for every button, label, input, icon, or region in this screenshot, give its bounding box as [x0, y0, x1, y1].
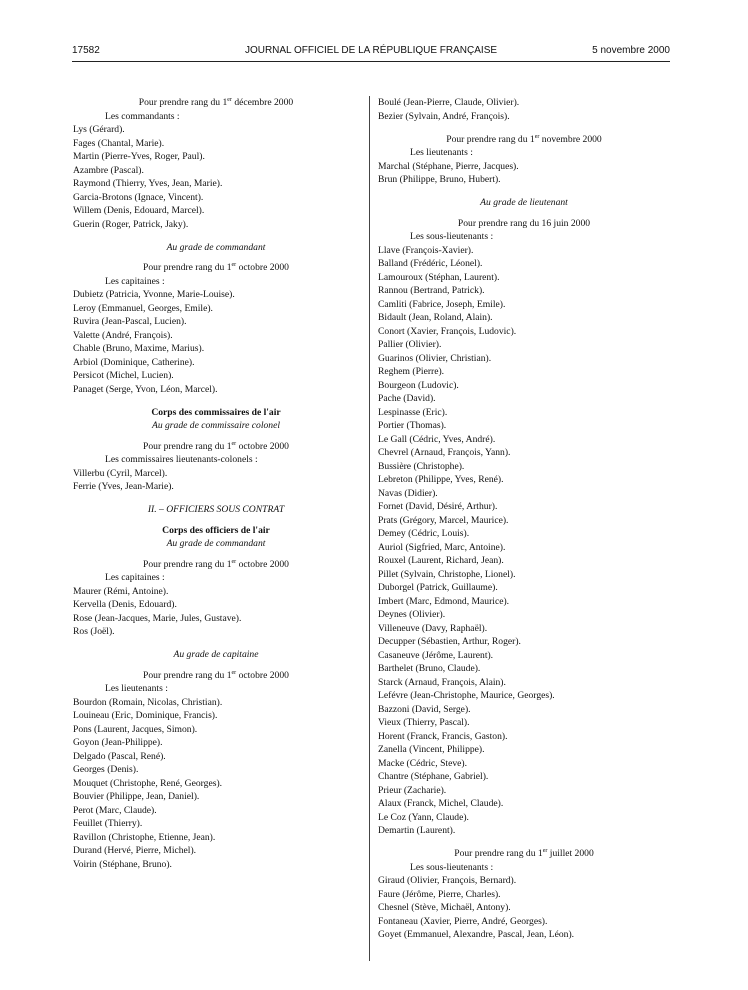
officer-name: Le Gall (Cédric, Yves, André). [378, 433, 496, 445]
header-rule [72, 61, 670, 62]
name-list [73, 696, 359, 872]
officer-name: Lys (Gérard). [73, 124, 125, 135]
officer-name: Mouquet (Christophe, René, Georges). [73, 777, 223, 789]
officer-name: Starck (Arnaud, François, Alain). [378, 676, 506, 688]
officer-name: Rose (Jean-Jacques, Marie, Jules, Gustave). [73, 612, 242, 624]
rank-date-line: Pour prendre rang du 1er décembre 2000 [138, 96, 294, 108]
corps-heading: Corps des commissaires de l'air [151, 406, 281, 418]
officer-name: Fontaneau (Xavier, Pierre, André, Georges). [378, 915, 548, 927]
officer-name: Bazzoni (David, Serge). [378, 703, 471, 715]
corps-heading: Corps des officiers de l'air [162, 524, 270, 536]
officer-name: Pillet (Sylvain, Christophe, Lionel). [378, 568, 516, 580]
rank-date-line: Pour prendre rang du 1er octobre 2000 [143, 440, 289, 452]
officer-name: Valette (André, François). [73, 329, 173, 341]
officer-name: Bouvier (Philippe, Jean, Daniel). [73, 791, 200, 802]
officer-name: Chable (Bruno, Maxime, Marius). [73, 343, 205, 354]
officer-name: Duborgel (Patrick, Guillaume). [378, 582, 498, 593]
officer-name: Georges (Denis). [73, 764, 139, 775]
grade-heading: Au grade de commandant [166, 538, 266, 549]
grade-heading: Au grade de capitaine [173, 649, 259, 660]
officer-name: Zanella (Vincent, Philippe). [378, 744, 485, 755]
officer-name: Goyet (Emmanuel, Alexandre, Pascal, Jean, Léon). [378, 929, 575, 940]
name-list [73, 288, 359, 396]
officer-name: Balland (Frédéric, Léonel). [378, 258, 483, 269]
group-label: Les capitaines : [105, 572, 165, 583]
rank-date-line: Pour prendre rang du 1er octobre 2000 [143, 558, 289, 570]
section-heading: II. – OFFICIERS SOUS CONTRAT [147, 504, 285, 515]
officer-name: Voirin (Stéphane, Bruno). [73, 858, 172, 870]
officer-name: Persicot (Michel, Lucien). [73, 370, 174, 381]
left-column [73, 96, 359, 871]
officer-name: Llave (François-Xavier). [378, 244, 474, 256]
group-label: Les commandants : [105, 110, 180, 122]
issue-date: 5 novembre 2000 [592, 45, 670, 56]
officer-name: Fages (Chantal, Marie). [73, 137, 165, 149]
page-header [72, 45, 670, 61]
grade-heading: Au grade de commissaire colonel [151, 420, 281, 431]
officer-name: Maurer (Rémi, Antoine). [73, 585, 169, 597]
officer-name: Bezier (Sylvain, André, François). [378, 110, 510, 122]
officer-name: Faure (Jérôme, Pierre, Charles). [378, 888, 501, 900]
officer-name: Delgado (Pascal, René). [73, 750, 166, 762]
officer-name: Prats (Grégory, Marcel, Maurice). [378, 514, 509, 526]
rank-date-line: Pour prendre rang du 1er novembre 2000 [446, 133, 602, 145]
page-number: 17582 [72, 45, 100, 56]
officer-name: Casaneuve (Jérôme, Laurent). [378, 649, 494, 661]
officer-name: Chesnel (Stève, Michaël, Antony). [378, 902, 511, 913]
name-list [378, 96, 670, 123]
officer-name: Lebreton (Philippe, Yves, René). [378, 474, 504, 485]
name-list [378, 160, 670, 187]
officer-name: Perot (Marc, Claude). [73, 804, 157, 816]
officer-name: Brun (Philippe, Bruno, Hubert). [378, 174, 501, 185]
rank-date-line: Pour prendre rang du 1er octobre 2000 [143, 261, 289, 273]
officer-name: Guarinos (Olivier, Christian). [378, 352, 492, 364]
officer-name: Le Coz (Yann, Claude). [378, 811, 469, 823]
officer-name: Horent (Franck, Francis, Gaston). [378, 730, 508, 742]
officer-name: Azambre (Pascal). [73, 164, 144, 176]
officer-name: Camliti (Fabrice, Joseph, Emile). [378, 298, 506, 310]
officer-name: Durand (Hervé, Pierre, Michel). [73, 845, 197, 856]
officer-name: Raymond (Thierry, Yves, Jean, Marie). [73, 178, 223, 189]
officer-name: Prieur (Zacharie). [378, 784, 447, 796]
officer-name: Bidault (Jean, Roland, Alain). [378, 312, 493, 323]
officer-name: Lespinasse (Eric). [378, 406, 448, 418]
officer-name: Alaux (Franck, Michel, Claude). [378, 798, 504, 809]
officer-name: Rouxel (Laurent, Richard, Jean). [378, 555, 504, 566]
journal-title: JOURNAL OFFICIEL DE LA RÉPUBLIQUE FRANÇAISE [244, 45, 498, 56]
officer-name: Imbert (Marc, Edmond, Maurice). [378, 595, 510, 607]
officer-name: Pons (Laurent, Jacques, Simon). [73, 723, 198, 735]
officer-name: Fornet (David, Désiré, Arthur). [378, 501, 498, 512]
group-label: Les sous-lieutenants : [410, 861, 494, 873]
officer-name: Arbiol (Dominique, Catherine). [73, 356, 195, 368]
officer-name: Chevrel (Arnaud, François, Yann). [378, 447, 511, 458]
officer-name: Kervella (Denis, Edouard). [73, 599, 177, 610]
group-label: Les lieutenants : [410, 147, 473, 158]
group-label: Les capitaines : [105, 275, 165, 287]
officer-name: Navas (Didier). [378, 487, 438, 499]
officer-name: Barthelet (Bruno, Claude). [378, 663, 481, 674]
name-list [73, 467, 359, 494]
column-divider [369, 96, 370, 961]
rank-date-line: Pour prendre rang du 1er juillet 2000 [454, 847, 594, 859]
officer-name: Auriol (Sigfried, Marc, Antoine). [378, 541, 506, 553]
officer-name: Bourdon (Romain, Nicolas, Christian). [73, 696, 223, 708]
officer-name: Panaget (Serge, Yvon, Léon, Marcel). [73, 383, 218, 395]
officer-name: Ravillon (Christophe, Etienne, Jean). [73, 831, 216, 843]
name-list [378, 244, 670, 838]
officer-name: Willem (Denis, Edouard, Marcel). [73, 205, 205, 216]
officer-name: Villerbu (Cyril, Marcel). [73, 467, 168, 479]
officer-name: Marchal (Stéphane, Pierre, Jacques). [378, 160, 519, 172]
officer-name: Louineau (Eric, Dominique, Francis). [73, 710, 218, 721]
officer-name: Dubietz (Patricia, Yvonne, Marie-Louise). [73, 289, 235, 300]
officer-name: Macke (Cédric, Steve). [378, 757, 467, 769]
officer-name: Pache (David). [378, 393, 436, 404]
officer-name: Ros (Joël). [73, 626, 115, 637]
officer-name: Vieux (Thierry, Pascal). [378, 717, 470, 728]
right-column [378, 96, 670, 942]
officer-name: Portier (Thomas). [378, 420, 447, 431]
officer-name: Martin (Pierre-Yves, Roger, Paul). [73, 151, 205, 162]
officer-name: Goyon (Jean-Philippe). [73, 737, 163, 748]
officer-name: Demartin (Laurent). [378, 825, 456, 836]
officer-name: Leroy (Emmanuel, Georges, Emile). [73, 302, 213, 314]
rank-date-line: Pour prendre rang du 1er octobre 2000 [143, 669, 289, 681]
officer-name: Reghem (Pierre). [378, 366, 445, 377]
name-list [73, 123, 359, 231]
officer-name: Bussière (Christophe). [378, 460, 465, 472]
grade-heading: Au grade de commandant [166, 241, 266, 253]
officer-name: Chantre (Stéphane, Gabriel). [378, 771, 489, 782]
officer-name: Garcia-Brotons (Ignace, Vincent). [73, 191, 204, 203]
officer-name: Ruvira (Jean-Pascal, Lucien). [73, 316, 187, 327]
officer-name: Demey (Cédric, Louis). [378, 528, 470, 539]
officer-name: Guerin (Roger, Patrick, Jaky). [73, 218, 189, 230]
officer-name: Deynes (Olivier). [378, 609, 446, 620]
group-label: Les lieutenants : [105, 683, 168, 694]
grade-heading: Au grade de lieutenant [480, 197, 568, 208]
officer-name: Boulé (Jean-Pierre, Claude, Olivier). [378, 97, 520, 108]
rank-date-line: Pour prendre rang du 16 juin 2000 [457, 217, 591, 229]
officer-name: Villeneuve (Davy, Raphaël). [378, 622, 488, 634]
officer-name: Conort (Xavier, François, Ludovic). [378, 325, 517, 337]
officer-name: Lefévre (Jean-Christophe, Maurice, Georges). [378, 690, 555, 701]
name-list [73, 585, 359, 639]
name-list [378, 874, 670, 942]
officer-name: Pallier (Olivier). [378, 339, 442, 350]
officer-name: Decupper (Sébastien, Arthur, Roger). [378, 636, 521, 647]
officer-name: Feuillet (Thierry). [73, 818, 143, 829]
officer-name: Rannou (Bertrand, Patrick). [378, 285, 485, 296]
group-label: Les sous-lieutenants : [410, 231, 494, 242]
officer-name: Giraud (Olivier, François, Bernard). [378, 875, 517, 886]
officer-name: Lamouroux (Stéphan, Laurent). [378, 271, 500, 283]
group-label: Les commissaires lieutenants-colonels : [105, 454, 258, 465]
officer-name: Bourgeon (Ludovic). [378, 379, 459, 391]
officer-name: Ferrie (Yves, Jean-Marie). [73, 481, 174, 492]
